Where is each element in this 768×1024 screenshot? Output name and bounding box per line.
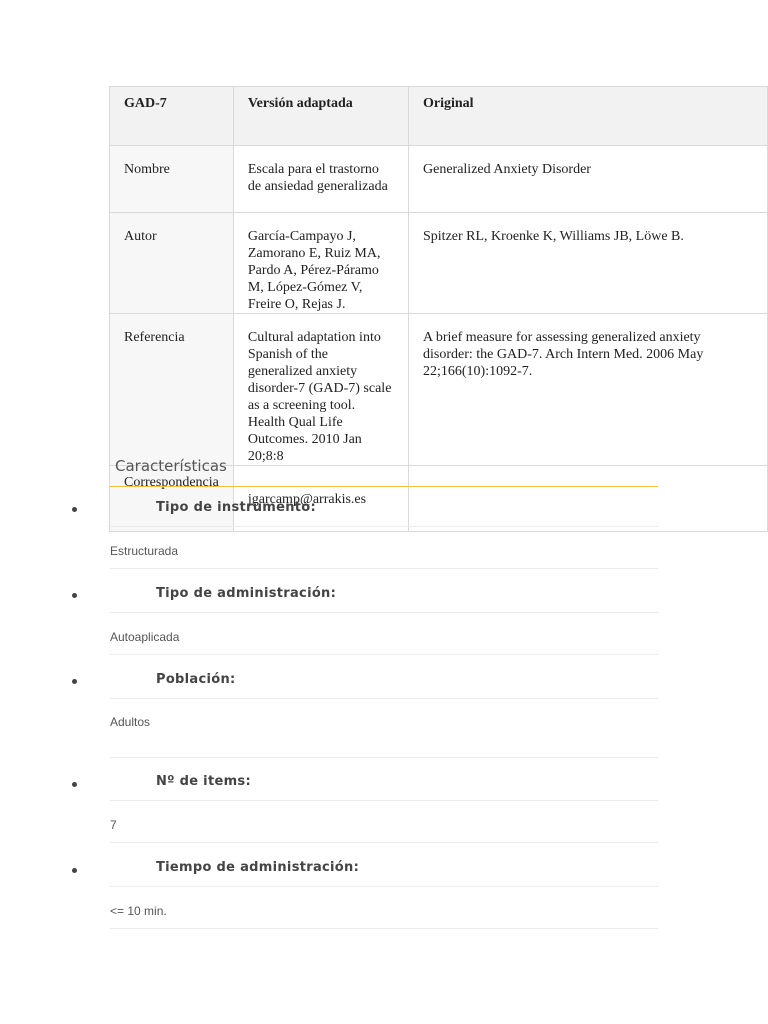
item-count-value: 7 xyxy=(110,818,117,832)
administration-type-value: Autoaplicada xyxy=(110,630,180,644)
header-original: Original xyxy=(409,87,768,146)
item-count-label: Nº de items: xyxy=(156,774,251,789)
divider xyxy=(110,526,658,527)
bullet-icon xyxy=(72,782,77,787)
bullet-icon xyxy=(72,679,77,684)
section-divider xyxy=(110,486,658,487)
divider xyxy=(110,568,658,569)
bullet-icon xyxy=(72,868,77,873)
instrument-type-label: Tipo de instrumento: xyxy=(156,500,317,515)
row-label: Nombre xyxy=(110,146,234,213)
population-value: Adultos xyxy=(110,715,151,729)
original-cell: Generalized Anxiety Disorder xyxy=(409,146,768,213)
divider xyxy=(110,928,658,929)
table-row xyxy=(110,466,768,532)
original-cell-text: A brief measure for assessing generalized anxiety disorder: the GAD-7. Arch Intern Med. 2006 May 22;166(10):1092-7. xyxy=(423,330,704,379)
adapted-cell: Escala para el trastorno de ansiedad generalizada xyxy=(233,146,408,213)
table-row xyxy=(110,213,768,314)
adapted-cell: Cultural adaptation into Spanish of the generalized anxiety disorder-7 (GAD-7) scale as a screening tool. Health Qual Life Outcomes. 2010 Jan 20;8:8 xyxy=(233,314,408,466)
divider xyxy=(110,698,658,699)
row-label: Autor xyxy=(110,213,234,314)
row-label: Referencia xyxy=(110,314,234,466)
bullet-icon xyxy=(72,593,77,598)
administration-time-label: Tiempo de administración: xyxy=(156,860,360,875)
administration-time-value: <= 10 min. xyxy=(110,904,167,918)
adapted-cell: García-Campayo J, Zamorano E, Ruiz MA, Pardo A, Pérez-Páramo M, López-Gómez V, Freire O, Rejas J. xyxy=(233,213,408,314)
administration-type-label: Tipo de administración: xyxy=(156,586,337,601)
row-label: Correspondencia xyxy=(110,466,234,532)
instrument-type-value: Estructurada xyxy=(110,544,179,558)
original-cell xyxy=(409,466,768,532)
table-row xyxy=(110,314,768,466)
header-adapted-version: Versión adaptada xyxy=(233,87,408,146)
header-gad7: GAD-7 xyxy=(110,87,234,146)
original-cell xyxy=(409,314,768,466)
divider xyxy=(110,842,658,843)
divider xyxy=(110,654,658,655)
divider xyxy=(110,800,658,801)
table-row xyxy=(110,146,768,213)
divider xyxy=(110,757,658,758)
divider xyxy=(110,612,658,613)
email-link[interactable]: jgarcamp@arrakis.es xyxy=(233,466,408,532)
bullet-icon xyxy=(72,507,77,512)
population-label: Población: xyxy=(156,672,236,687)
divider xyxy=(110,886,658,887)
original-cell xyxy=(409,213,768,314)
section-title: Características xyxy=(115,457,227,475)
original-cell-text: Spitzer RL, Kroenke K, Williams JB, Löwe B. xyxy=(423,229,684,244)
table-header-row xyxy=(110,87,768,146)
